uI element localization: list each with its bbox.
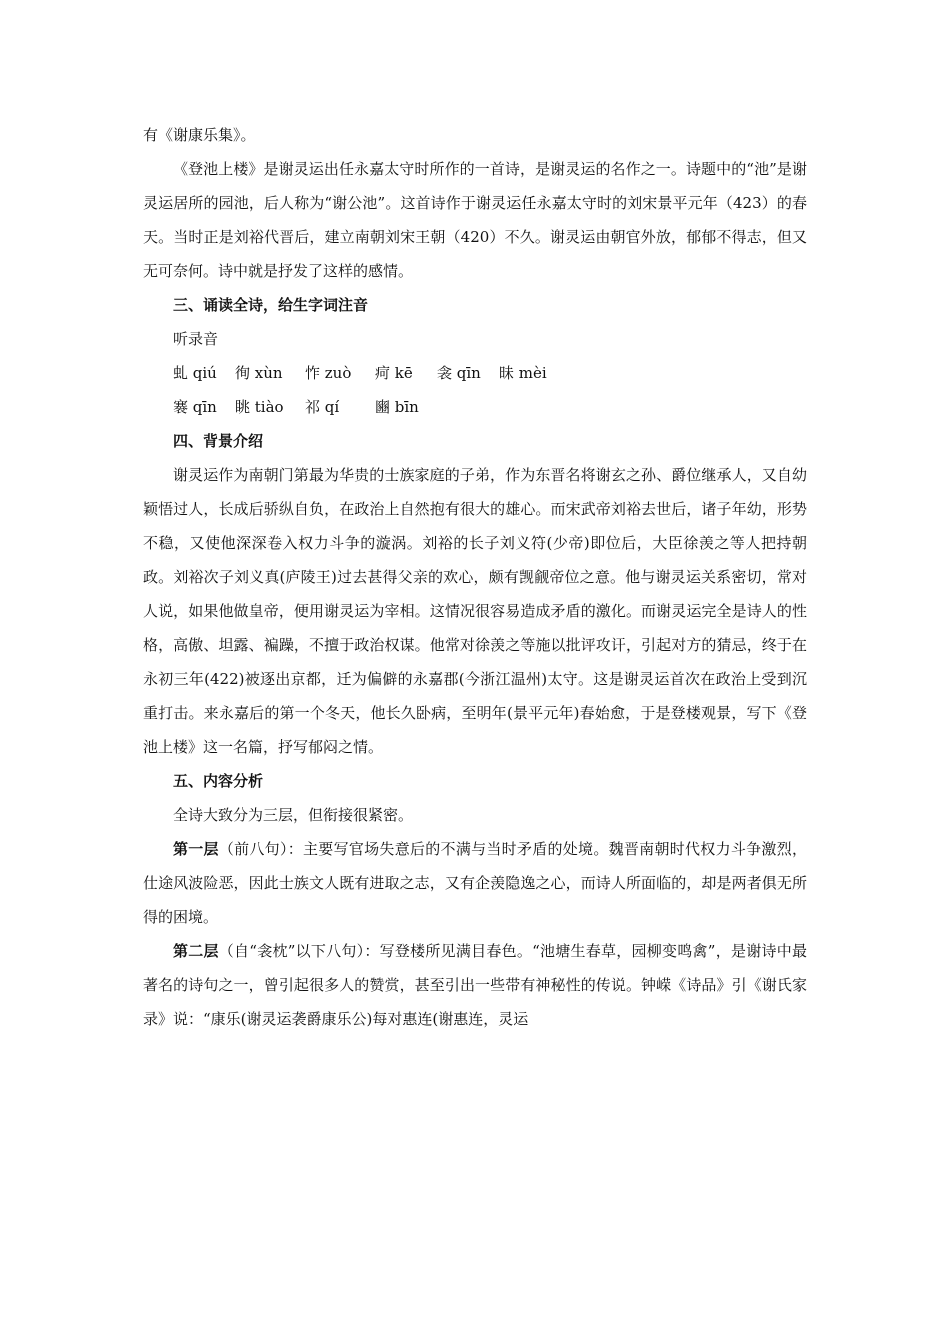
section-heading-recite: 三、诵读全诗，给生字词注音 [173,296,369,314]
document-page [143,118,807,1036]
pinyin-row-2 [143,390,807,424]
layer-1-label: 第一层 [173,840,219,858]
pinyin-item: 昧 mèi [499,364,547,382]
pinyin-item: 祁 qí [305,398,340,416]
paragraph-poem-intro: 《登池上楼》是谢灵运出任永嘉太守时所作的一首诗，是谢灵运的名作之一。诗题中的“池”是谢灵运居所的园池，后人称为“谢公池”。这首诗作于谢灵运任永嘉太守时的刘宋景平元年（423）的春天。当时正是刘裕代晋后，建立南朝刘宋王朝（420）不久。谢灵运由朝官外放，郁郁不得志，但又无可奈何。诗中就是抒发了这样的感情。 [143,160,807,280]
pinyin-item: 衾 qīn [437,364,481,382]
paragraph-intro-tail: 有《谢康乐集》。 [143,126,256,144]
paragraph-layer-1 [143,832,807,934]
pinyin-item: 褰 qīn [173,398,217,416]
paragraph-layer-2 [143,934,807,1036]
pinyin-item: 疴 kē [375,364,413,382]
pinyin-item: 怍 zuò [305,364,352,382]
pinyin-item: 虬 qiú [173,364,217,382]
paragraph-structure: 全诗大致分为三层，但衔接很紧密。 [173,806,414,824]
pinyin-item: 眺 tiào [235,398,284,416]
listen-recording-text: 听录音 [173,330,219,348]
section-heading-analysis: 五、内容分析 [173,772,264,790]
layer-2-text: （自“衾枕”以下八句）：写登楼所见满目春色。“池塘生春草，园柳变鸣禽”，是谢诗中最著名的诗句之一，曾引起很多人的赞赏，甚至引出一些带有神秘性的传说。钟嵘《诗品》引《谢氏家录》说：“康乐(谢灵运袭爵康乐公)每对惠连(谢惠连，灵运 [143,942,807,1028]
layer-1-text: （前八句）：主要写官场失意后的不满与当时矛盾的处境。魏晋南朝时代权力斗争激烈，仕途风波险恶，因此士族文人既有进取之志，又有企羡隐逸之心，而诗人所面临的，却是两者俱无所得的困境。 [143,840,807,926]
pinyin-item: 豳 bīn [375,398,419,416]
pinyin-row-1 [143,356,807,390]
section-heading-background: 四、背景介绍 [173,432,264,450]
pinyin-item: 徇 xùn [235,364,283,382]
paragraph-background: 谢灵运作为南朝门第最为华贵的士族家庭的子弟，作为东晋名将谢玄之孙、爵位继承人，又自幼颖悟过人，长成后骄纵自负，在政治上自然抱有很大的雄心。而宋武帝刘裕去世后，诸子年幼，形势不稳，又使他深深卷入权力斗争的漩涡。刘裕的长子刘义符(少帝)即位后，大臣徐羡之等人把持朝政。刘裕次子刘义真(庐陵王)过去甚得父亲的欢心，颇有觊觎帝位之意。他与谢灵运关系密切，常对人说，如果他做皇帝，便用谢灵运为宰相。这情况很容易造成矛盾的激化。而谢灵运完全是诗人的性格，高傲、坦露、褊躁，不擅于政治权谋。他常对徐羡之等施以批评攻讦，引起对方的猜忌，终于在永初三年(422)被逐出京都，迁为偏僻的永嘉郡(今浙江温州)太守。这是谢灵运首次在政治上受到沉重打击。来永嘉后的第一个冬天，他长久卧病，至明年(景平元年)春始愈，于是登楼观景，写下《登池上楼》这一名篇，抒写郁闷之情。 [143,466,807,756]
layer-2-label: 第二层 [173,942,219,960]
